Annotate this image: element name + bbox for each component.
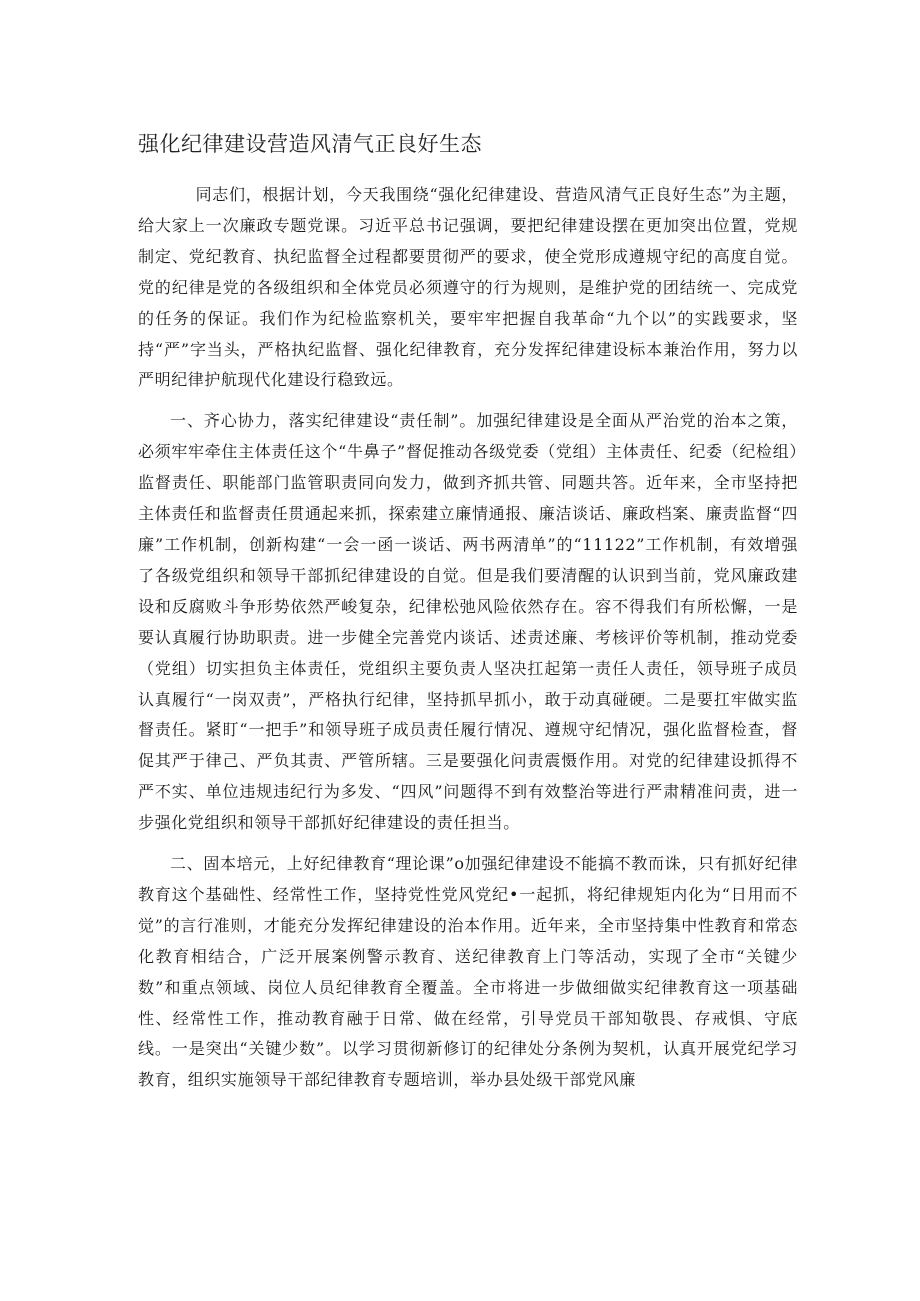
paragraph-section-one: 一、齐心协力，落实纪律建设“责任制”。加强纪律建设是全面从严治党的治本之策，必须牢牢牵住主体责任这个“牛鼻子”督促推动各级党委（党组）主体责任、纪委（纪检组）监督责任、职能部门监管职责同向发力，做到齐抓共管、同题共答。近年来，全市坚持把主体责任和监督责任贯通起来抓，探索建立廉情通报、廉洁谈话、廉政档案、廉责监督“四廉”工作机制，创新构建“一会一函一谈话、两书两清单”的“11122”工作机制，有效增强了各级党组织和领导干部抓纪律建设的自觉。但是我们要清醒的认识到当前，党风廉政建设和反腐败斗争形势依然严峻复杂，纪律松弛风险依然存在。容不得我们有所松懈，一是要认真履行协助职责。进一步健全完善党内谈话、述责述廉、考核评价等机制，推动党委（党组）切实担负主体责任，党组织主要负责人坚决扛起第一责任人责任，领导班子成员认真履行“一岗双责”，严格执行纪律，坚持抓早抓小，敢于动真碰硬。二是要扛牢做实监督责任。紧盯“一把手”和领导班子成员责任履行情况、遵规守纪情况，强化监督检查，督促其严于律己、严负其责、严管所辖。三是要强化问责震慑作用。对党的纪律建设抓得不严不实、单位违规违纪行为多发、“四风”问题得不到有效整治等进行严肃精准问责，进一步强化党组织和领导干部抓好纪律建设的责任担当。	[138, 411, 798, 833]
document-page	[138, 120, 798, 1106]
paragraph-section-two: 二、固本培元，上好纪律教育“理论课”o加强纪律建设不能搞不教而诛，只有抓好纪律教育这个基础性、经常性工作，坚持党性党风党纪•一起抓，将纪律规矩内化为“日用而不觉”的言行准则，才能充分发挥纪律建设的治本作用。近年来，全市坚持集中性教育和常态化教育相结合，广泛开展案例警示教育、送纪律教育上门等活动，实现了全市“关键少数”和重点领域、岗位人员纪律教育全覆盖。全市将进一步做细做实纪律教育这一项基础性、经常性工作，推动教育融于日常、做在经常，引导党员干部知敬畏、存戒惧、守底线。一是突出“关键少数”。以学习贯彻新修订的纪律处分条例为契机，认真开展党纪学习教育，组织实施领导干部纪律教育专题培训，举办县处级干部党风廉	[138, 854, 798, 1090]
paragraph-intro: 同志们，根据计划，今天我围绕“强化纪律建设、营造风清气正良好生态”为主题，给大家上一次廉政专题党课。习近平总书记强调，要把纪律建设摆在更加突出位置，党规制定、党纪教育、执纪监督全过程都要贯彻严的要求，使全党形成遵规守纪的高度自觉。党的纪律是党的各级组织和全体党员必须遵守的行为规则，是维护党的团结统一、完成党的任务的保证。我们作为纪检监察机关，要牢牢把握自我革命“九个以”的实践要求，坚持“严”字当头，严格执纪监督、强化纪律教育，充分发挥纪律建设标本兼治作用，努力以严明纪律护航现代化建设行稳致远。	[138, 185, 798, 390]
document-title: 强化纪律建设营造风清气正良好生态	[138, 132, 482, 156]
